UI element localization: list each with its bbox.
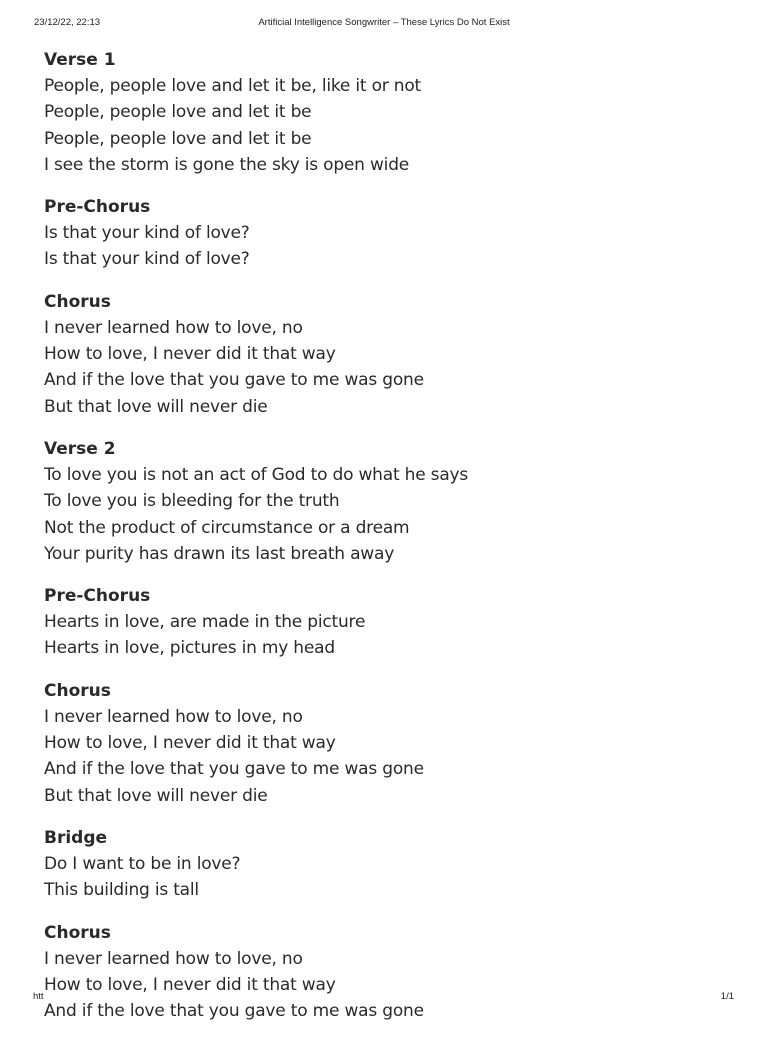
lyric-section <box>44 583 744 662</box>
section-label: Bridge <box>44 827 108 848</box>
lyric-line: To love you is not an act of God to do what he says <box>44 464 469 485</box>
lyric-line: I never learned how to love, no <box>44 706 303 727</box>
lyric-line: I see the storm is gone the sky is open wide <box>44 154 410 175</box>
print-date: 23/12/22, 22:13 <box>34 17 101 28</box>
lyric-line: Hearts in love, pictures in my head <box>44 638 335 659</box>
lyric-line: And if the love that you gave to me was gone <box>44 1001 424 1022</box>
section-label: Pre-Chorus <box>44 197 151 218</box>
lyric-section <box>44 678 744 809</box>
lyric-line: Is that your kind of love? <box>44 249 250 270</box>
lyric-line: How to love, I never did it that way <box>44 974 336 995</box>
lyric-line: Your purity has drawn its last breath away <box>44 543 395 564</box>
lyric-section <box>44 289 744 420</box>
lyric-line: Not the product of circumstance or a dream <box>44 517 410 538</box>
lyric-line: How to love, I never did it that way <box>44 733 336 754</box>
lyric-line: I never learned how to love, no <box>44 317 303 338</box>
lyric-line: I never learned how to love, no <box>44 948 303 969</box>
lyric-line: People, people love and let it be <box>44 102 312 123</box>
lyric-section <box>44 47 744 178</box>
print-footer <box>0 991 768 1005</box>
lyric-line: People, people love and let it be <box>44 128 312 149</box>
section-label: Pre-Chorus <box>44 586 151 607</box>
lyric-section <box>44 436 744 567</box>
print-page-title: Artificial Intelligence Songwriter – These Lyrics Do Not Exist <box>258 17 510 28</box>
lyrics-content <box>44 47 744 1040</box>
lyric-section <box>44 194 744 273</box>
section-label: Verse 1 <box>44 50 116 70</box>
lyric-line: How to love, I never did it that way <box>44 344 336 365</box>
lyric-line: People, people love and let it be, like it or not <box>44 76 422 96</box>
lyric-line: To love you is bleeding for the truth <box>44 491 340 512</box>
lyric-section <box>44 920 744 1025</box>
lyric-line: But that love will never die <box>44 785 268 806</box>
lyric-line: This building is tall <box>44 880 199 901</box>
lyric-line: And if the love that you gave to me was gone <box>44 370 424 391</box>
print-page-number: 1/1 <box>720 991 734 1002</box>
section-label: Verse 2 <box>44 438 116 459</box>
section-label: Chorus <box>44 680 111 701</box>
section-label: Chorus <box>44 922 111 943</box>
print-header <box>0 17 768 31</box>
lyric-line: But that love will never die <box>44 396 268 417</box>
lyric-line: And if the love that you gave to me was gone <box>44 759 424 780</box>
section-label: Chorus <box>44 291 111 312</box>
lyric-line: Do I want to be in love? <box>44 853 241 874</box>
lyric-line: Is that your kind of love? <box>44 223 250 244</box>
print-url: htt <box>33 991 44 1002</box>
lyric-line: Hearts in love, are made in the picture <box>44 612 366 633</box>
lyric-section <box>44 825 744 904</box>
